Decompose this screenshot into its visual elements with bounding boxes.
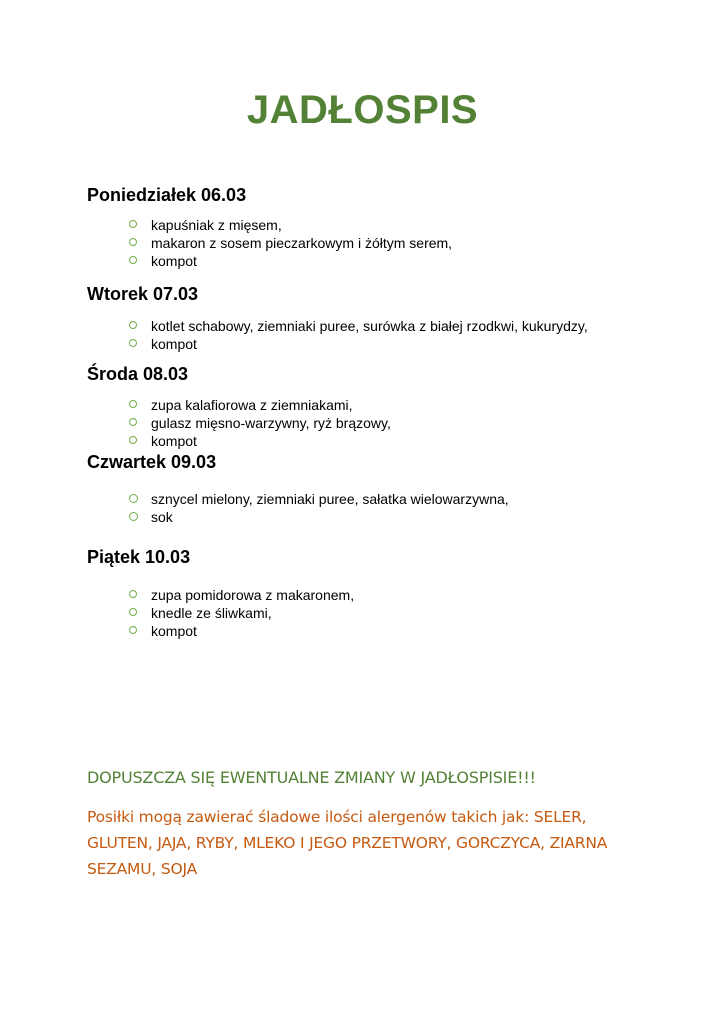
menu-list xyxy=(129,317,588,353)
menu-item-text: kompot xyxy=(151,623,197,639)
bullet-icon xyxy=(129,436,137,444)
day-heading: Środa 08.03 xyxy=(87,364,189,384)
allergens-notice: Posiłki mogą zawierać śladowe ilości alergenów takich jak: SELER, GLUTEN, JAJA, RYBY, MLEKO I JEGO PRZETWORY, GORCZYCA, ZIARNA SEZAMU, SOJA xyxy=(87,808,608,878)
list-item xyxy=(129,335,588,353)
list-item xyxy=(129,317,588,335)
menu-list xyxy=(129,396,391,450)
bullet-icon xyxy=(129,400,137,408)
day-heading: Piątek 10.03 xyxy=(87,547,191,567)
bullet-icon xyxy=(129,238,137,246)
menu-list xyxy=(129,216,452,270)
day-tuesday xyxy=(87,283,588,353)
menu-item-text: sok xyxy=(151,509,173,525)
menu-item-text: gulasz mięsno-warzywny, ryż brązowy, xyxy=(151,415,391,431)
list-item xyxy=(129,604,354,622)
day-monday xyxy=(87,184,453,270)
list-item xyxy=(129,490,509,508)
day-thursday xyxy=(87,451,509,526)
menu-item-text: makaron z sosem pieczarkowym i żółtym serem, xyxy=(151,235,453,251)
menu-item-text: sznycel mielony, ziemniaki puree, sałatka wielowarzywna, xyxy=(151,491,509,507)
bullet-icon xyxy=(129,608,137,616)
page-title: JADŁOSPIS xyxy=(246,88,479,132)
list-item xyxy=(129,252,452,270)
bullet-icon xyxy=(129,590,137,598)
bullet-icon xyxy=(129,418,137,426)
day-heading: Wtorek 07.03 xyxy=(87,284,199,304)
list-item xyxy=(129,234,452,252)
day-heading: Poniedziałek 06.03 xyxy=(87,185,247,205)
list-item xyxy=(129,216,452,234)
bullet-icon xyxy=(129,339,137,347)
menu-item-text: zupa kalafiorowa z ziemniakami, xyxy=(151,397,353,413)
bullet-icon xyxy=(129,256,137,264)
bullet-icon xyxy=(129,494,138,503)
menu-item-text: kompot xyxy=(151,336,197,352)
day-heading: Czwartek 09.03 xyxy=(87,452,217,472)
bullet-icon xyxy=(129,321,137,329)
menu-item-text: knedle ze śliwkami, xyxy=(151,605,272,621)
bullet-icon xyxy=(129,512,138,521)
menu-item-text: kotlet schabowy, ziemniaki puree, surówka z białej rzodkwi, kukurydzy, xyxy=(151,318,588,334)
day-wednesday xyxy=(87,363,391,450)
menu-item-text: kompot xyxy=(151,433,197,449)
list-item xyxy=(129,622,354,640)
list-item xyxy=(129,508,509,526)
day-friday xyxy=(87,546,355,640)
menu-item-text: zupa pomidorowa z makaronem, xyxy=(151,587,355,603)
list-item xyxy=(129,396,391,414)
menu-list xyxy=(129,586,354,640)
list-item xyxy=(129,432,391,450)
changes-notice: DOPUSZCZA SIĘ EWENTUALNE ZMIANY W JADŁOSPISIE!!! xyxy=(87,768,536,787)
menu-list xyxy=(129,490,509,526)
bullet-icon xyxy=(129,626,137,634)
bullet-icon xyxy=(129,220,137,228)
menu-item-text: kapuśniak z mięsem, xyxy=(151,217,282,233)
menu-item-text: kompot xyxy=(151,253,197,269)
list-item xyxy=(129,586,354,604)
list-item xyxy=(129,414,391,432)
